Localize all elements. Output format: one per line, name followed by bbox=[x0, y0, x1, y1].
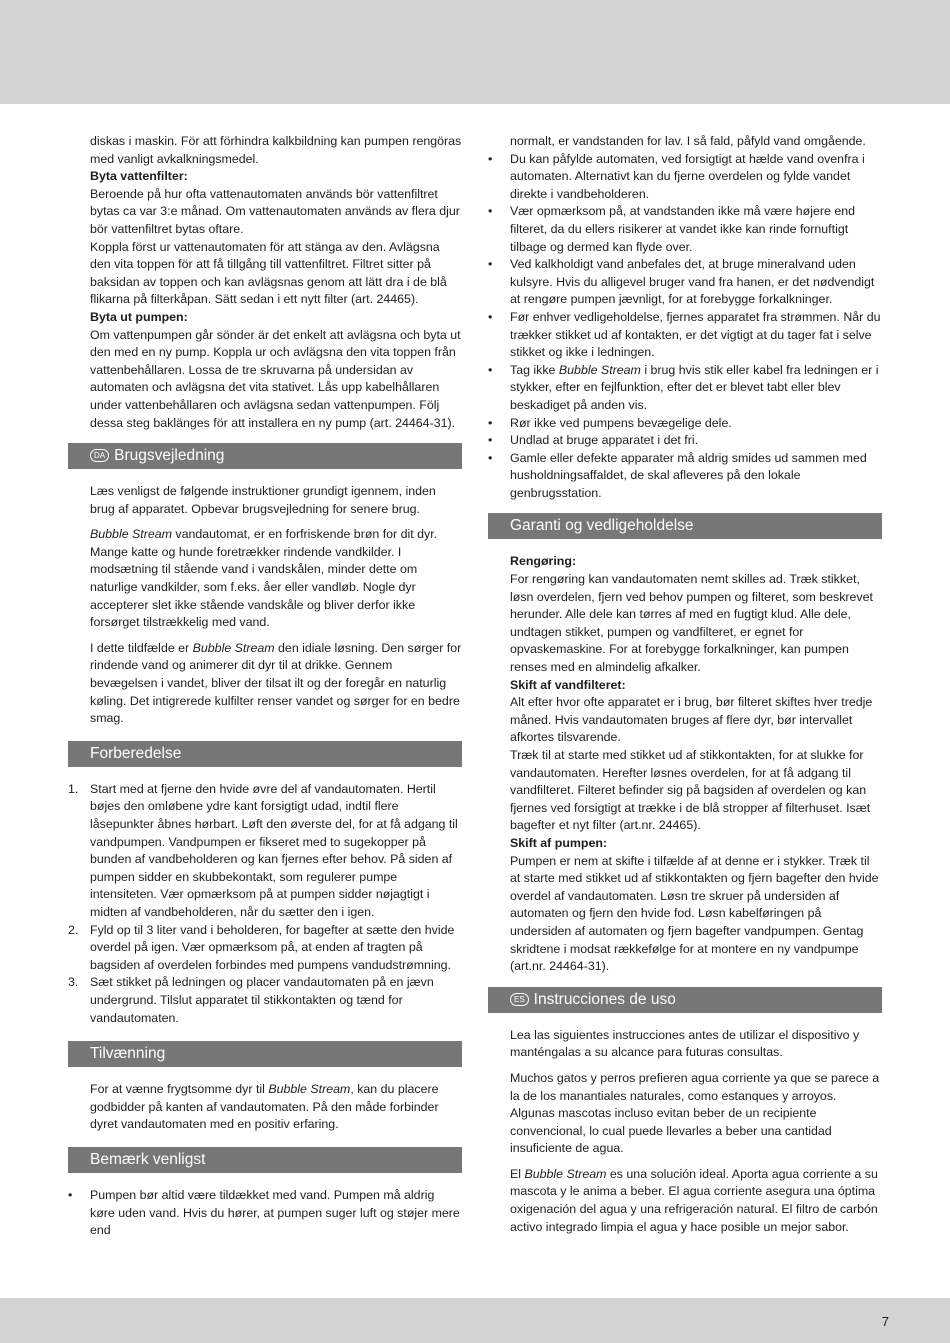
section-bar-tilvaenning bbox=[68, 1041, 462, 1067]
sv-filter-text-2: Koppla först ur vattenautomaten för att stänga av den. Avlägsna den vita toppen för att få tillgång till vattenfiltret. Filtret sitter på baksidan av toppen och kan avlägsnas genom att lätt dra i de blå flikarna på filterkåpan. Sätt sedan i ett nytt filter (art. 24465). bbox=[90, 239, 447, 307]
list-item: 2. Fyld op til 3 liter vand i beholderen, for bagefter at sætte den hvide overdel på igen. Vær opmærksom på, at enden af tragten på bagsiden af overdelen forbindes med pumpens vandudstrømning. bbox=[68, 922, 455, 972]
section-bar-brugsvejledning bbox=[68, 443, 462, 469]
section-bar-garanti bbox=[488, 513, 882, 539]
brand-name: Bubble Stream bbox=[192, 640, 275, 655]
es-paragraph-2: Muchos gatos y perros prefieren agua corriente ya que se parece a la de los manantiales naturales, como estanques y arroyos. Algunas mascotas incluso evitan beber de un recipiente convencional, lo cual puede llevarles a beber una cantidad insuficiente de agua. bbox=[510, 1070, 880, 1156]
pump-text: Pumpen er nem at skifte i tilfælde af at denne er i stykker. Træk til at starte med stikket ud af stikkontakten og fjern bagefter den hvide overdel af vandautomaten. Løsn tre skruer på undersiden af automaten og fjern den hvide fod. Løsn kabelføringen på undersiden af automaten og fjern bagefter vandpumpen. Gentag skridtene i modsat rækkefølge for at montere en ny vandpumpe (art.nr. 24464-31). bbox=[510, 853, 879, 974]
header-band bbox=[0, 0, 950, 104]
brand-name: Bubble Stream bbox=[90, 527, 172, 542]
da-intro: Læs venligst de følgende instruktioner grundigt igennem, inden brug af apparatet. Opbevar brugsvejledning for senere brug. bbox=[90, 484, 436, 516]
section-title: Forberedelse bbox=[90, 744, 182, 762]
right-column bbox=[488, 133, 882, 1236]
da-paragraph-3: I dette tildfælde er Bubble Stream den idiale løsning. Den sørger for rindende vand og animerer dit dyr til at drikke. Gennem bevægelsen i vandet, bliver der tilsat ilt og der foregår en naturlig køling. Det intigrerede kulfilter renser vandet og sørger for en bedre smag. bbox=[90, 640, 462, 726]
section-title: Brugsvejledning bbox=[114, 447, 225, 465]
da-paragraph-2: Bubble Stream vandautomat, er en forfriskende brøn for dit dyr. Mange katte og hunde foretrækker rindende vandkilder. I modsætning til stående vand i vandskålen, minder dette om naturlige vandkilder, som f.eks. åer eller vandløb. Nogle dyr accepterer slet ikke stående vandskåle og bliver derfor ikke forsørget tilstrækkelig med vand. bbox=[90, 527, 438, 630]
filter-heading: Skift af vandfilteret: bbox=[510, 677, 626, 692]
brand-name: Bubble Stream bbox=[268, 1082, 351, 1097]
filter-text: Alt efter hvor ofte apparatet er i brug, bør filteret skiftes hver tredje måned. Hvis vandautomaten bruges af flere dyr, bør intervallet afkortes tilsvarende. bbox=[510, 695, 873, 745]
section-title: Garanti og vedligeholdelse bbox=[510, 517, 694, 535]
list-item: • Rør ikke ved pumpens bevægelige dele. bbox=[488, 415, 732, 430]
note-continuation: normalt, er vandstanden for lav. I så fald, påfyld vand omgående. bbox=[510, 134, 866, 148]
training-text: For at vænne frygtsomme dyr til Bubble Stream, kan du placere godbidder på kanten af vandautomaten. På den måde forbinder dyret vandautomaten med en positiv erfaring. bbox=[90, 1082, 439, 1132]
list-item: • Gamle eller defekte apparater må aldrig smides ud sammen med husholdningsaffaldet, de skal afleveres på den lokale genbrugsstation. bbox=[488, 450, 867, 500]
list-item: 1. Start med at fjerne den hvide øvre del af vandautomaten. Hertil bøjes den omløbene ydre kant forsigtigt udad, indtil flere låsepunkter åbnes hørbart. Løft den øverste del, for at få adgang til vandpumpen. Vandpumpen er fikseret med to sugekopper på bunden af vandbeholderen og kan fjernes efter behov. På siden af pumpen sidder en skubbekontakt, som regulerer pumpe intensiteten. Vær opmærksom på at pumpen sidder nøjagtigt i midten af vandbeholderen, når du sætter den i igen. bbox=[68, 781, 458, 919]
list-item: • Vær opmærksom på, at vandstanden ikke må være højere end filteret, da du ellers risikerer at vandet ikke kan rinde fornuftigt tilbage og dermed kan flyde over. bbox=[488, 204, 856, 254]
left-column bbox=[68, 133, 462, 1240]
list-item: • Tag ikke Bubble Stream i brug hvis stik eller kabel fra ledningen er i stykker, efter en fejlfunktion, efter det er blevet tabt eller blev beskadiget på anden vis. bbox=[488, 362, 879, 412]
pump-heading: Skift af pumpen: bbox=[510, 835, 608, 850]
sv-filter-text: Beroende på hur ofta vattenautomaten används bör vattenfiltret bytas ca var 3:e månad. Om vattenautomaten används av flera djur bör vattenfiltret bytas oftare. bbox=[90, 186, 460, 236]
section-title: Instrucciones de uso bbox=[533, 990, 676, 1008]
brand-name: Bubble Stream bbox=[524, 1166, 607, 1181]
brand-name: Bubble Stream bbox=[558, 362, 641, 377]
note-list-continued bbox=[488, 151, 882, 503]
list-item: • Undlad at bruge apparatet i det fri. bbox=[488, 433, 699, 448]
list-item: • Før enhver vedligeholdelse, fjernes apparatet fra strømmen. Når du trækker stikket ud af kontakten, er det vigtigt at du tager fat i selve stikket og ikke i ledningen. bbox=[488, 309, 881, 360]
note-list bbox=[68, 1187, 462, 1240]
list-item: • Ved kalkholdigt vand anbefales det, at bruge mineralvand uden kulsyre. Hvis du alligevel bruger vand fra hanen, er det nødvendigt at rengøre pumpen jævnligt, for at forebygge forkalkninger. bbox=[488, 257, 875, 307]
sv-filter-heading: Byta vattenfilter: bbox=[90, 169, 188, 184]
section-title: Bemærk venligst bbox=[90, 1150, 206, 1168]
section-bar-instrucciones bbox=[488, 987, 882, 1013]
section-bar-forberedelse bbox=[68, 741, 462, 767]
list-item: • Pumpen bør altid være tildækket med vand. Pumpen må aldrig køre uden vand. Hvis du hører, at pumpen suger luft og støjer mere end bbox=[68, 1187, 460, 1238]
es-paragraph-3: El Bubble Stream es una solución ideal. Aporta agua corriente a su mascota y le anima a beber. El agua corriente asegura una óptima oxigenación del agua y una refrigeración natural. El filtro de carbón activo integrado limpia el agua y hace posible un mejor sabor. bbox=[510, 1166, 878, 1234]
sv-pump-heading: Byta ut pumpen: bbox=[90, 309, 188, 324]
sv-pump-text: Om vattenpumpen går sönder är det enkelt att avlägsna och byta ut den med en ny pump. Koppla ur och avlägsna den vita toppen från vattenbehållaren. Lossa de tre skruvarna på undersidan av automaten och avlägsna det vita stativet. Lås upp kabelhållaren under vattenbehållaren och avlägsna sedan vattenpumpen. Följ dessa steg baklänges för att installera en ny pump (art. 24464-31). bbox=[90, 327, 461, 430]
footer-band bbox=[0, 1298, 950, 1343]
cleaning-heading: Rengøring: bbox=[510, 554, 577, 569]
language-badge-es: ES bbox=[510, 993, 529, 1006]
language-badge-da: DA bbox=[90, 449, 109, 462]
sv-intro: diskas i maskin. För att förhindra kalkbildning kan pumpen rengöras med vanligt avkalkningsmedel. bbox=[90, 134, 462, 166]
page-number: 7 bbox=[881, 1314, 889, 1329]
list-item: • Du kan påfylde automaten, ved forsigtigt at hælde vand ovenfra i automaten. Alternativt kan du fjerne overdelen og fylde vandet direkte i vandbeholderen. bbox=[488, 151, 865, 201]
cleaning-text: For rengøring kan vandautomaten nemt skilles ad. Træk stikket, løsn overdelen, fjern ved behov pumpen og filteret, som beskrevet herunder. Alle dele kan tørres af med en fugtigt klud. Alle dele, undtagen stikket, pumpen og vandfilteret, er egnet for opvaskemaskine. For at forebygge forkalkninger, kan pumpen renses med en almindelig afkalker. bbox=[510, 572, 873, 675]
preparation-list bbox=[68, 781, 462, 1027]
section-title: Tilvænning bbox=[90, 1045, 166, 1063]
section-bar-bemaerk bbox=[68, 1147, 462, 1173]
filter-text-2: Træk til at starte med stikket ud af stikkontakten, for at slukke for vandautomaten. Herefter løsnes overdelen, for at få adgang til vandfilteret. Filteret befinder sig på bagsiden af overdelen og kan fjernes ved forsigtigt at trække i de blå stropper af filterhuset. Isæt bagefter et nyt filter (art.nr. 24465). bbox=[510, 748, 871, 833]
list-item: 3. Sæt stikket på ledningen og placer vandautomaten på en jævn undergrund. Tilslut apparatet til stikkontakten og tænd for vandautomaten. bbox=[68, 975, 434, 1025]
es-intro: Lea las siguientes instrucciones antes de utilizar el dispositivo y manténgalas a su alcance para futuras consultas. bbox=[510, 1027, 860, 1060]
